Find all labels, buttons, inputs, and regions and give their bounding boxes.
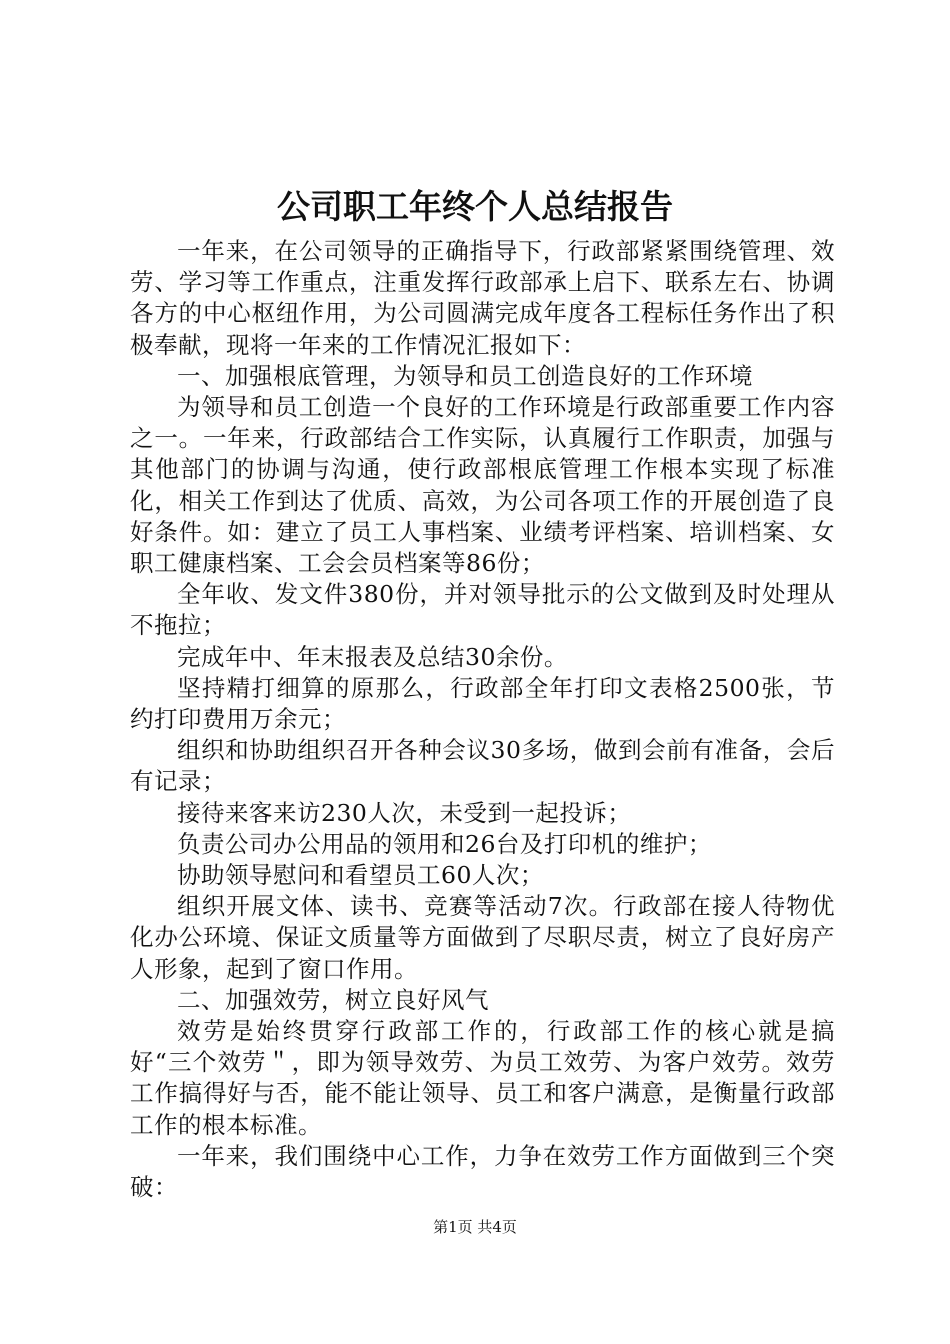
paragraph: 坚持精打细算的原那么，行政部全年打印文表格2500张，节约打印费用万余元； [130,673,835,734]
paragraph: 组织开展文体、读书、竞赛等活动7次。行政部在接人待物优化办公环境、保证文质量等方面做到了尽职尽责，树立了良好房产人形象，起到了窗口作用。 [130,892,835,983]
page-number-footer: 第1页 共4页 [433,1218,517,1236]
document-title: 公司职工年终个人总结报告 [277,187,673,226]
paragraph: 全年收、发文件380份，并对领导批示的公文做到及时处理从不拖拉； [130,580,835,640]
paragraph: 一年来，我们围绕中心工作，力争在效劳工作方面做到三个突破： [130,1141,835,1202]
document-body [130,236,835,1203]
paragraph: 效劳是始终贯穿行政部工作的，行政部工作的核心就是搞好“三个效劳＂，即为领导效劳、为员工效劳、为客户效劳。效劳工作搞得好与否，能不能让领导、员工和客户满意，是衡量行政部工作的根本标准。 [130,1017,835,1139]
paragraph-intro: 一年来，在公司领导的正确指导下，行政部紧紧围绕管理、效劳、学习等工作重点，注重发挥行政部承上启下、联系左右、协调各方的中心枢纽作用，为公司圆满完成年度各工程标任务作出了积极奉献，现将一年来的工作情况汇报如下： [130,237,835,359]
paragraph: 接待来客来访230人次，未受到一起投诉； [177,798,632,827]
paragraph: 完成年中、年末报表及总结30余份。 [177,642,568,671]
section-heading-2: 二、加强效劳，树立良好风气 [177,985,489,1014]
paragraph: 组织和协助组织召开各种会议30多场，做到会前有准备，会后有记录； [130,736,835,796]
paragraph: 协助领导慰问和看望员工60人次； [177,861,544,890]
paragraph: 负责公司办公用品的领用和26台及打印机的维护； [177,829,712,858]
paragraph: 为领导和员工创造一个良好的工作环境是行政部重要工作内容之一。一年来，行政部结合工作实际，认真履行工作职责，加强与其他部门的协调与沟通，使行政部根底管理工作根本实现了标准化，相关工作到达了优质、高效，为公司各项工作的开展创造了良好条件。如：建立了员工人事档案、业绩考评档案、培训档案、女职工健康档案、工会会员档案等86份； [130,393,835,578]
section-heading-1: 一、加强根底管理，为领导和员工创造良好的工作环境 [177,361,753,390]
